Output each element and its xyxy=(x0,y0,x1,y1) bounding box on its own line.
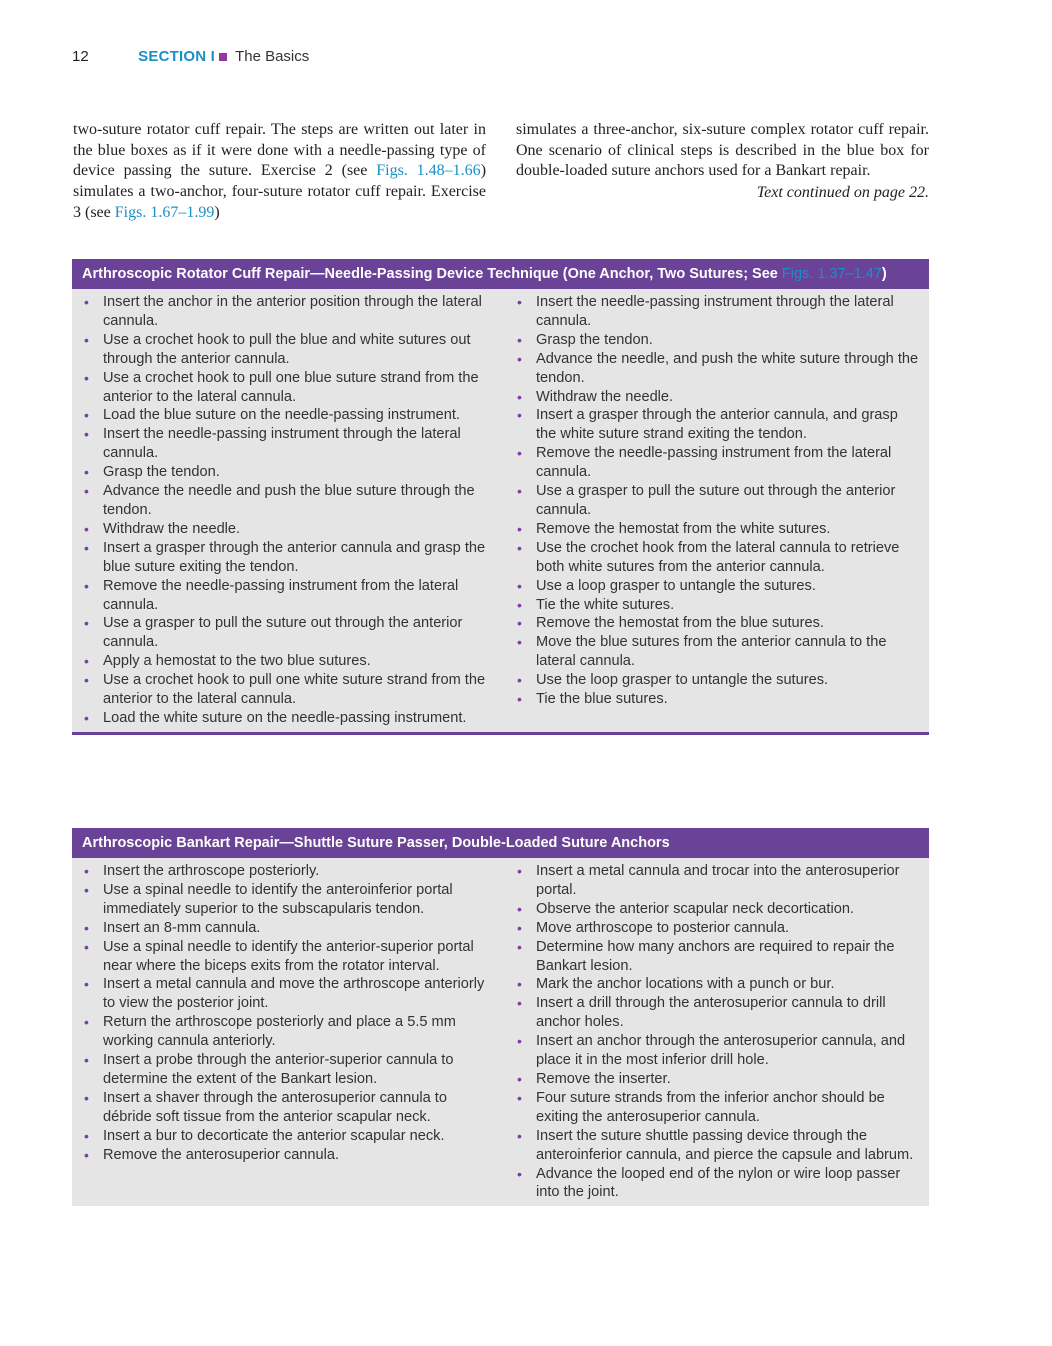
bullet-icon: • xyxy=(517,900,522,917)
bullet-icon: • xyxy=(517,350,522,367)
step-list xyxy=(505,293,929,709)
step-item xyxy=(72,463,505,482)
step-item xyxy=(505,350,929,388)
step-item xyxy=(505,1127,929,1165)
step-item xyxy=(72,331,505,369)
step-item xyxy=(505,388,929,407)
box-title xyxy=(72,259,929,289)
bullet-icon: • xyxy=(84,1089,89,1106)
step-item xyxy=(72,406,505,425)
intro-right-column xyxy=(516,120,929,224)
step-item xyxy=(505,614,929,633)
bullet-icon: • xyxy=(84,881,89,898)
step-text: Insert a drill through the anterosuperior cannula to drill anchor holes. xyxy=(536,995,886,1031)
step-text: Use a crochet hook to pull one blue suture strand from the anterior to the lateral cannula. xyxy=(103,369,479,405)
step-item xyxy=(72,577,505,615)
step-item xyxy=(72,975,505,1013)
step-text: Remove the anterosuperior cannula. xyxy=(103,1146,340,1163)
intro-paragraph: simulates a three-anchor, six-suture complex rotator cuff repair. One scenario of clinical steps is described in the blue box for double-loaded suture anchors used for a Bankart repair. xyxy=(516,121,929,180)
step-text: Remove the inserter. xyxy=(536,1070,671,1087)
bullet-icon: • xyxy=(517,407,522,424)
bullet-icon: • xyxy=(84,483,89,500)
step-text: Use the crochet hook from the lateral cannula to retrieve both white sutures from the anterior cannula. xyxy=(536,539,900,575)
step-text: Insert the needle-passing instrument through the lateral cannula. xyxy=(103,426,461,462)
step-item xyxy=(505,444,929,482)
step-text: Insert a grasper through the anterior cannula, and grasp the white suture strand exiting the tendon. xyxy=(536,407,898,443)
step-text: Use a crochet hook to pull the blue and white sutures out through the anterior cannula. xyxy=(103,331,471,367)
step-text: Use a grasper to pull the suture out through the anterior cannula. xyxy=(536,483,896,518)
step-text: Insert a metal cannula and trocar into the anterosuperior portal. xyxy=(536,863,900,898)
step-text: Insert a metal cannula and move the arthroscope anteriorly to view the posterior joint. xyxy=(103,976,485,1012)
step-text: Insert the arthroscope posteriorly. xyxy=(103,863,320,879)
step-item xyxy=(505,520,929,539)
step-text: Advance the looped end of the nylon or wire loop passer into the joint. xyxy=(536,1165,901,1201)
step-list xyxy=(505,862,929,1202)
step-text: Load the white suture on the needle-passing instrument. xyxy=(103,709,467,726)
step-item xyxy=(72,539,505,577)
step-item xyxy=(72,652,505,671)
step-item xyxy=(505,482,929,520)
step-item xyxy=(72,881,505,919)
step-item xyxy=(505,293,929,331)
step-text: Withdraw the needle. xyxy=(536,388,674,405)
bullet-icon: • xyxy=(517,1127,522,1144)
step-text: Insert the anchor in the anterior position through the lateral cannula. xyxy=(103,294,482,329)
step-item xyxy=(505,1089,929,1127)
intro-text xyxy=(73,120,929,224)
figure-link[interactable]: Figs. 1.67–1.99 xyxy=(114,203,215,221)
step-text: Four suture strands from the inferior anchor should be exiting the anterosuperior cannula. xyxy=(536,1089,885,1125)
step-item xyxy=(505,862,929,900)
step-item xyxy=(505,633,929,671)
step-item xyxy=(505,690,929,709)
step-text: Observe the anterior scapular neck decortication. xyxy=(536,900,854,917)
step-item xyxy=(72,938,505,976)
step-text: Apply a hemostat to the two blue sutures. xyxy=(103,653,371,670)
bullet-icon: • xyxy=(517,577,522,594)
step-text: Load the blue suture on the needle-passing instrument. xyxy=(103,407,460,424)
step-text: Use a spinal needle to identify the anteroinferior portal immediately superior to the subscapularis tendon. xyxy=(103,881,453,917)
step-item xyxy=(505,1070,929,1089)
step-item xyxy=(505,1032,929,1070)
bullet-icon: • xyxy=(517,634,522,651)
intro-text-run: ) simulates a two-anchor, four-suture rotator cuff repair. Exercise 3 (see xyxy=(73,162,487,221)
continued-note: Text continued on page 22. xyxy=(756,184,929,202)
bankart-box xyxy=(72,828,929,1206)
box-title-text: ) xyxy=(881,266,887,282)
step-text: Insert an 8-mm cannula. xyxy=(103,919,261,936)
step-item xyxy=(72,520,505,539)
bullet-icon: • xyxy=(517,388,522,405)
bullet-icon: • xyxy=(84,1052,89,1069)
step-text: Determine how many anchors are required to repair the Bankart lesion. xyxy=(536,938,895,974)
bullet-icon: • xyxy=(517,1165,522,1182)
bullet-icon: • xyxy=(517,483,522,500)
step-text: Move arthroscope to posterior cannula. xyxy=(536,919,790,936)
bullet-icon: • xyxy=(517,691,522,708)
box-left-column xyxy=(72,862,505,1202)
step-text: Use a spinal needle to identify the anterior-superior portal near where the biceps exits from the rotator interval. xyxy=(103,938,474,974)
step-item xyxy=(505,539,929,577)
box-title: Arthroscopic Bankart Repair—Shuttle Suture Passer, Double-Loaded Suture Anchors xyxy=(72,828,929,858)
bullet-icon: • xyxy=(84,520,89,537)
bullet-icon: • xyxy=(517,1033,522,1050)
bullet-icon: • xyxy=(84,369,89,386)
bullet-icon: • xyxy=(517,445,522,462)
step-item xyxy=(505,900,929,919)
box-body xyxy=(72,289,929,732)
step-list xyxy=(72,293,505,728)
step-text: Insert an anchor through the anterosuperior cannula, and place it in the most inferior drill hole. xyxy=(536,1033,906,1069)
bullet-icon: • xyxy=(517,294,522,310)
bullet-icon: • xyxy=(84,331,89,348)
step-text: Use a crochet hook to pull one white suture strand from the anterior to the lateral cannula. xyxy=(103,672,486,708)
intro-text-run: two-suture rotator cuff repair. The steps are written out later in the blue boxes as if it were done with a needle-passing type of device passing the suture. Exercise 2 (see xyxy=(73,121,486,180)
bullet-icon: • xyxy=(84,294,89,310)
step-text: Insert a grasper through the anterior cannula and grasp the blue suture exiting the tendon. xyxy=(103,539,486,575)
bullet-icon: • xyxy=(84,1146,89,1163)
step-text: Tie the blue sutures. xyxy=(536,691,668,708)
bullet-icon: • xyxy=(84,919,89,936)
box-left-column xyxy=(72,293,505,728)
step-text: Grasp the tendon. xyxy=(536,331,653,348)
step-text: Tie the white sutures. xyxy=(536,596,675,613)
step-text: Use a loop grasper to untangle the sutures. xyxy=(536,577,816,594)
bullet-icon: • xyxy=(517,938,522,955)
step-list xyxy=(72,862,505,1165)
running-head xyxy=(72,48,309,65)
step-text: Withdraw the needle. xyxy=(103,520,241,537)
section-label: SECTION I xyxy=(138,48,215,65)
bullet-icon: • xyxy=(517,615,522,632)
box-right-column xyxy=(505,862,929,1202)
bullet-icon: • xyxy=(84,539,89,556)
step-text: Insert a probe through the anterior-superior cannula to determine the extent of the Bankart lesion. xyxy=(103,1052,454,1087)
figure-link[interactable]: Figs. 1.37–1.47 xyxy=(781,266,882,282)
rotator-cuff-box xyxy=(72,259,929,735)
step-item xyxy=(505,975,929,994)
bullet-icon: • xyxy=(84,407,89,424)
step-text: Mark the anchor locations with a punch or bur. xyxy=(536,976,835,993)
bullet-icon: • xyxy=(517,539,522,556)
step-item xyxy=(72,425,505,463)
step-text: Advance the needle and push the blue suture through the tendon. xyxy=(103,483,475,518)
bullet-icon: • xyxy=(84,1014,89,1031)
step-text: Return the arthroscope posteriorly and place a 5.5 mm working cannula anteriorly. xyxy=(103,1014,456,1050)
step-text: Remove the hemostat from the white sutures. xyxy=(536,520,831,537)
step-text: Remove the needle-passing instrument from the lateral cannula. xyxy=(103,577,459,613)
figure-link[interactable]: Figs. 1.48–1.66 xyxy=(376,162,481,180)
step-item xyxy=(505,938,929,976)
bullet-icon: • xyxy=(84,426,89,443)
bullet-icon: • xyxy=(84,709,89,726)
step-text: Advance the needle, and push the white suture through the tendon. xyxy=(536,350,919,386)
step-text: Insert a shaver through the anterosuperior cannula to débride soft tissue from the anterior scapular neck. xyxy=(103,1089,447,1125)
step-item xyxy=(505,994,929,1032)
bullet-icon: • xyxy=(517,520,522,537)
bullet-icon: • xyxy=(517,596,522,613)
page-number: 12 xyxy=(72,48,89,65)
bullet-icon: • xyxy=(84,672,89,689)
step-item xyxy=(72,1051,505,1089)
step-item xyxy=(72,1146,505,1165)
section-marker-square xyxy=(219,53,227,61)
bullet-icon: • xyxy=(517,672,522,689)
box-body xyxy=(72,858,929,1206)
step-item xyxy=(505,919,929,938)
step-item xyxy=(72,369,505,407)
step-item xyxy=(72,671,505,709)
step-text: Move the blue sutures from the anterior cannula to the lateral cannula. xyxy=(536,634,887,670)
step-text: Use a grasper to pull the suture out through the anterior cannula. xyxy=(103,615,463,651)
bullet-icon: • xyxy=(84,938,89,955)
bullet-icon: • xyxy=(84,577,89,594)
bullet-icon: • xyxy=(517,1089,522,1106)
bullet-icon: • xyxy=(517,331,522,348)
bullet-icon: • xyxy=(517,1070,522,1087)
step-item xyxy=(505,577,929,596)
bullet-icon: • xyxy=(517,919,522,936)
step-item xyxy=(505,406,929,444)
box-bottom-rule xyxy=(72,732,929,735)
step-item xyxy=(72,482,505,520)
step-item xyxy=(72,862,505,881)
section-name: The Basics xyxy=(235,48,310,65)
bullet-icon: • xyxy=(84,976,89,993)
bullet-icon: • xyxy=(517,995,522,1012)
step-item xyxy=(72,614,505,652)
step-text: Insert the needle-passing instrument through the lateral cannula. xyxy=(536,294,894,329)
step-item xyxy=(72,709,505,728)
intro-text-run: ) xyxy=(214,203,220,221)
step-item xyxy=(72,1089,505,1127)
step-item xyxy=(72,293,505,331)
intro-left-column xyxy=(73,120,486,224)
step-text: Insert a bur to decorticate the anterior scapular neck. xyxy=(103,1127,445,1144)
step-item xyxy=(72,919,505,938)
bullet-icon: • xyxy=(517,863,522,879)
step-text: Remove the hemostat from the blue sutures. xyxy=(536,615,824,632)
bullet-icon: • xyxy=(517,976,522,993)
step-text: Insert the suture shuttle passing device through the anteroinferior cannula, and pierce the capsule and labrum. xyxy=(536,1127,914,1163)
step-item xyxy=(505,331,929,350)
step-item xyxy=(72,1127,505,1146)
bullet-icon: • xyxy=(84,863,89,879)
step-text: Remove the needle-passing instrument from the lateral cannula. xyxy=(536,445,892,481)
step-item xyxy=(505,596,929,615)
bullet-icon: • xyxy=(84,653,89,670)
bullet-icon: • xyxy=(84,464,89,481)
step-item xyxy=(505,1165,929,1203)
step-item xyxy=(505,671,929,690)
box-title-text: Arthroscopic Rotator Cuff Repair—Needle-Passing Device Technique (One Anchor, Two Sutures; See xyxy=(82,266,782,282)
step-text: Grasp the tendon. xyxy=(103,464,220,481)
box-right-column xyxy=(505,293,929,728)
step-item xyxy=(72,1013,505,1051)
step-text: Use the loop grasper to untangle the sutures. xyxy=(536,672,829,689)
bullet-icon: • xyxy=(84,1127,89,1144)
bullet-icon: • xyxy=(84,615,89,632)
